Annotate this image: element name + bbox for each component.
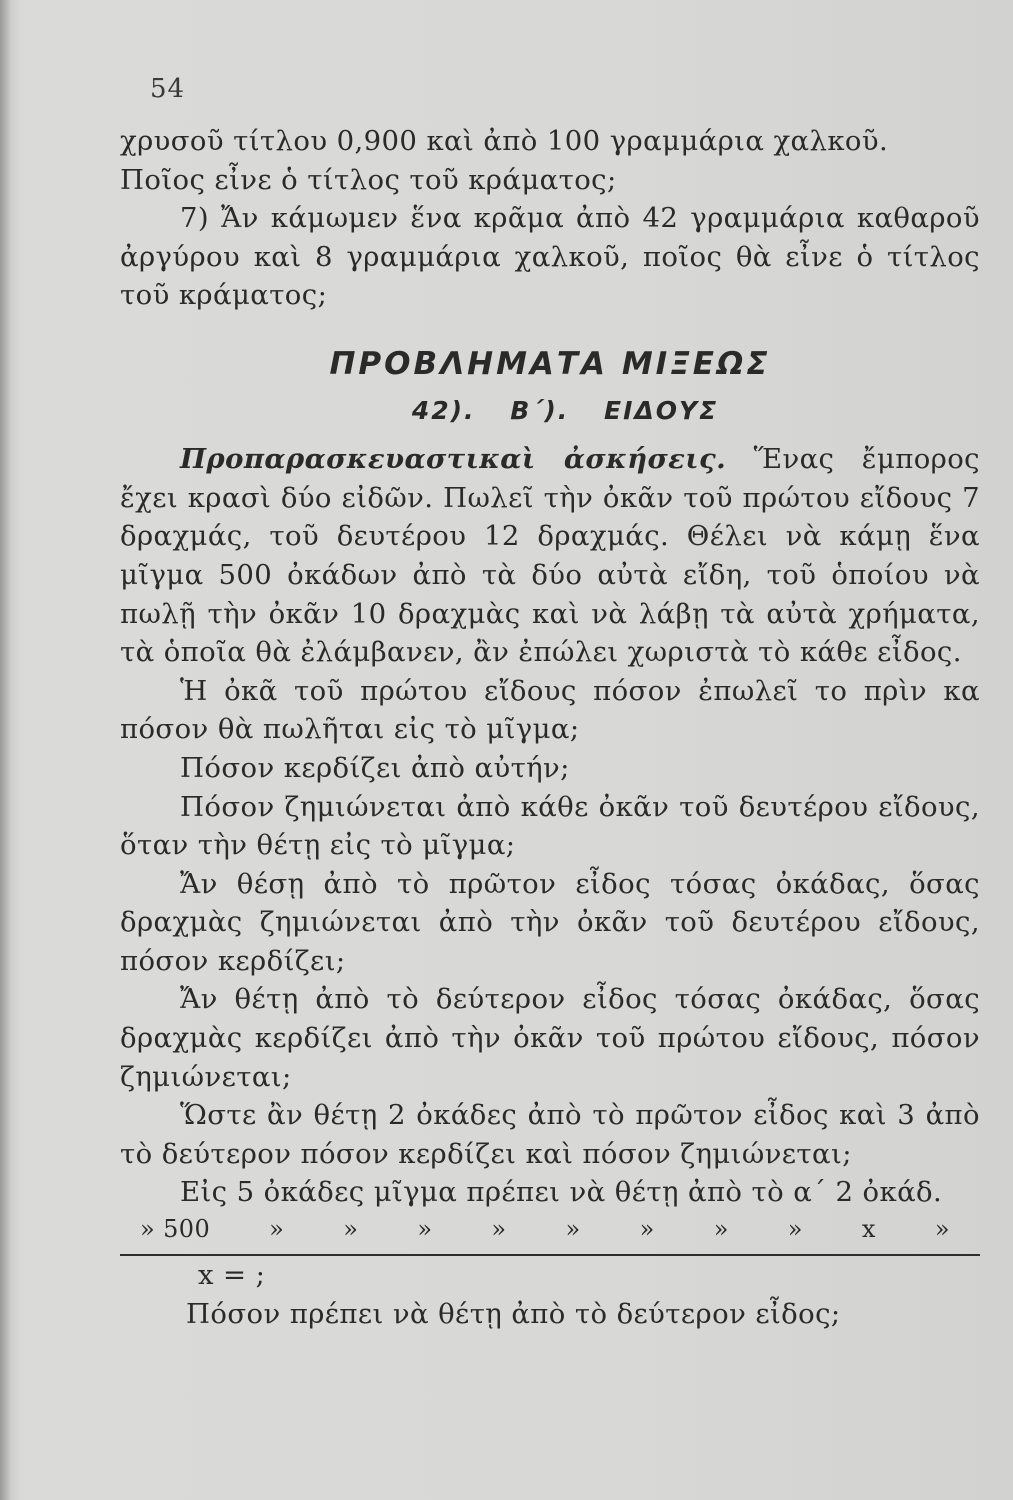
equation: x = ; bbox=[198, 1259, 266, 1292]
ditto-cell: » 500 bbox=[140, 1215, 211, 1244]
intro-line-1: χρυσοῦ τίτλου 0,900 καὶ ἀπὸ 100 γραμμάρια χαλκοῦ. bbox=[120, 125, 889, 157]
question-4: Ἄν θέσῃ ἀπὸ τὸ πρῶτον εἶδος τόσας ὀκάδας, ὅσας δραχμὰς ζημιώνεται ἀπὸ τὴν ὀκᾶν τοῦ δευτέρου εἴδους, πόσον κερδίζει; bbox=[120, 867, 980, 977]
question-1: Ἡ ὀκᾶ τοῦ πρώτου εἴδους πόσον ἐπωλεῖ το πρὶν κα πόσον θὰ πωλῆται εἰς τὸ μῖγμα; bbox=[120, 674, 980, 746]
ditto-cell: » bbox=[639, 1215, 655, 1244]
ditto-cell: » bbox=[787, 1215, 803, 1244]
ditto-cell: » bbox=[491, 1215, 507, 1244]
question-2: Πόσον κερδίζει ἀπὸ αὐτήν; bbox=[180, 751, 570, 784]
page-number: 54 bbox=[150, 74, 186, 104]
ditto-cell: x bbox=[861, 1215, 876, 1244]
ditto-cell: » bbox=[565, 1215, 581, 1244]
page-text bbox=[120, 122, 980, 1333]
ditto-cell: » bbox=[343, 1215, 359, 1244]
subsection-title: ΕΙΔΟΥΣ bbox=[604, 395, 719, 425]
question-5: Ἄν θέτῃ ἀπὸ τὸ δεύτερον εἶδος τόσας ὀκάδας, ὅσας δραχμὰς κερδίζει ἀπὸ τὴν ὀκᾶν τοῦ πρώτου εἴδους, πόσον ζημιώνεται; bbox=[120, 983, 980, 1093]
ditto-cell: » bbox=[269, 1215, 285, 1244]
subsection-part: Β΄). bbox=[510, 395, 570, 425]
exercise-paragraph bbox=[120, 440, 980, 672]
ditto-cell: » bbox=[417, 1215, 433, 1244]
question-6: Ὥστε ἂν θέτῃ 2 ὀκάδες ἀπὸ τὸ πρῶτον εἶδος καὶ 3 ἀπὸ τὸ δεύτερον πόσον κερδίζει καὶ πόσον ζημιώνεται; bbox=[120, 1099, 980, 1170]
final-question: Πόσον πρέπει νὰ θέτῃ ἀπὸ τὸ δεύτερον εἶδος; bbox=[186, 1297, 841, 1330]
subsection-heading bbox=[120, 392, 980, 431]
page-spine-shadow bbox=[0, 0, 10, 1500]
ditto-cell: » bbox=[934, 1215, 950, 1244]
problem-7: 7) Ἄν κάμωμεν ἕνα κρᾶμα ἀπὸ 42 γραμμάρια καθαροῦ ἀργύρου καὶ 8 γραμμάρια χαλκοῦ, ποῖος θὰ εἶνε ὁ τίτλος τοῦ κράματος; bbox=[120, 202, 980, 312]
ditto-row bbox=[120, 1212, 980, 1246]
subsection-number: 42). bbox=[411, 395, 476, 425]
question-3: Πόσον ζημιώνεται ἀπὸ κάθε ὀκᾶν τοῦ δευτέρου εἴδους, ὅταν τὴν θέτῃ εἰς τὸ μῖγμα; bbox=[120, 790, 980, 862]
question-7: Εἰς 5 ὀκάδες μῖγμα πρέπει νὰ θέτῃ ἀπὸ τὸ α΄ 2 ὀκάδ. bbox=[180, 1176, 943, 1209]
exercise-text: Ἕνας ἔμπορος ἔχει κρασὶ δύο εἰδῶν. Πωλεῖ τὴν ὀκᾶν τοῦ πρώτου εἴδους 7 δραχμάς, τοῦ δευτέρου 12 δραχμάς. Θέλει νὰ κάμῃ ἕνα μῖγμα 500 ὀκάδων ἀπὸ τὰ δύο αὐτὰ εἴδη, τοῦ ὁποίου νὰ πωλῇ τὴν ὀκᾶν 10 δραχμὰς καὶ νὰ λάβῃ τὰ αὐτὰ χρήματα, τὰ ὁποῖα θὰ ἐλάμβανεν, ἂν ἐπώλει χωριστὰ τὸ κάθε εἶδος. bbox=[120, 443, 980, 669]
section-heading: ΠΡΟΒΛΗΜΑΤΑ ΜΙΞΕΩΣ bbox=[329, 345, 771, 382]
intro-line-2: Ποῖος εἶνε ὁ τίτλος τοῦ κράματος; bbox=[120, 163, 617, 196]
ditto-cell: » bbox=[713, 1215, 729, 1244]
exercise-lead: Προπαρασκευαστικαὶ ἀσκήσεις. bbox=[180, 443, 727, 476]
